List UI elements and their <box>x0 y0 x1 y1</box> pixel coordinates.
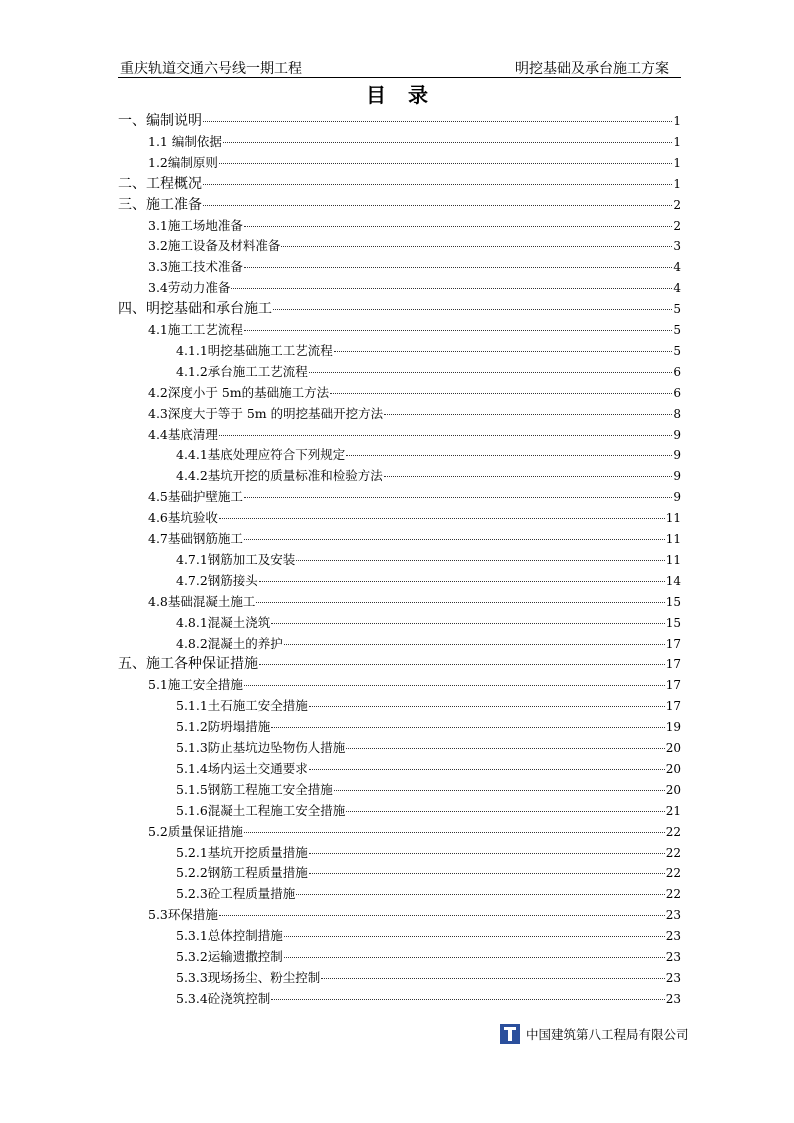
toc-leader-dots <box>334 776 665 791</box>
toc-entry-label: 5.1.1土石施工安全措施 <box>176 698 308 714</box>
toc-leader-dots <box>244 316 672 331</box>
toc-entry-label: 一、编制说明 <box>118 113 202 129</box>
toc-leader-dots <box>334 337 673 352</box>
toc-entry-page-number: 1 <box>673 176 681 191</box>
toc-entry[interactable] <box>148 403 681 422</box>
toc-entry-page-number: 8 <box>673 406 681 421</box>
toc-entry-label: 5.2质量保证措施 <box>148 823 243 839</box>
toc-entry[interactable] <box>148 591 681 610</box>
toc-entry[interactable] <box>176 633 681 652</box>
toc-entry-page-number: 20 <box>665 741 681 755</box>
toc-entry-label: 四、明挖基础和承台施工 <box>118 301 272 318</box>
toc-entry-label: 二、工程概况 <box>118 175 202 192</box>
toc-entry[interactable] <box>148 486 681 505</box>
toc-entry-page-number: 9 <box>673 490 681 505</box>
header-project-name: 重庆轨道交通六号线一期工程 <box>120 61 302 77</box>
toc-entry-page-number: 5 <box>673 323 681 337</box>
toc-entry-page-number: 2 <box>673 197 681 212</box>
toc-leader-dots <box>244 818 665 833</box>
toc-entry-page-number: 1 <box>673 155 681 170</box>
toc-leader-dots <box>231 274 672 289</box>
toc-leader-dots <box>271 713 664 728</box>
toc-entry-page-number: 22 <box>665 824 681 839</box>
toc-entry-label: 3.4劳动力准备 <box>148 280 231 296</box>
toc-entry-label: 4.1.2承台施工工艺流程 <box>176 363 308 379</box>
toc-leader-dots <box>309 692 665 707</box>
toc-leader-dots <box>244 483 672 498</box>
toc-entry-page-number: 11 <box>665 532 681 546</box>
toc-entry-page-number: 23 <box>665 970 681 985</box>
toc-entry-page-number: 11 <box>665 511 681 526</box>
toc-entry-label: 3.2施工设备及材料准备 <box>148 238 281 254</box>
toc-leader-dots <box>259 650 665 665</box>
toc-entry-label: 1.1 编制依据 <box>148 133 222 149</box>
toc-entry[interactable] <box>176 967 681 986</box>
toc-entry[interactable] <box>176 444 681 463</box>
toc-entry-label: 5.1施工安全措施 <box>148 677 243 693</box>
toc-entry-page-number: 5 <box>673 302 681 317</box>
toc-entry-page-number: 17 <box>665 657 681 672</box>
toc-leader-dots <box>271 985 664 1000</box>
toc-entry[interactable] <box>176 737 681 756</box>
toc-entry-page-number: 23 <box>665 929 681 944</box>
toc-entry[interactable] <box>176 883 681 902</box>
toc-entry[interactable] <box>148 235 681 254</box>
toc-leader-dots <box>223 128 673 143</box>
toc-entry[interactable] <box>176 716 681 735</box>
toc-leader-dots <box>384 400 672 415</box>
toc-leader-dots <box>219 421 672 436</box>
toc-entry[interactable] <box>176 570 681 589</box>
toc-entry[interactable] <box>176 340 681 359</box>
toc-entry[interactable] <box>148 821 681 840</box>
toc-leader-dots <box>259 567 665 582</box>
toc-leader-dots <box>203 191 672 206</box>
toc-entry-label: 4.8.2混凝土的养护 <box>176 635 283 651</box>
toc-entry[interactable] <box>148 152 681 171</box>
toc-leader-dots <box>309 358 673 373</box>
toc-entry[interactable] <box>176 862 681 881</box>
toc-entry-label: 4.4基底清理 <box>148 426 218 442</box>
toc-entry-page-number: 1 <box>673 114 681 128</box>
toc-entry-page-number: 4 <box>673 281 681 296</box>
toc-entry-label: 5.2.2钢筋工程质量措施 <box>176 865 308 881</box>
toc-entry-label: 4.8.1混凝土浇筑 <box>176 614 271 630</box>
toc-leader-dots <box>271 609 664 624</box>
toc-entry-page-number: 11 <box>665 552 681 567</box>
toc-entry[interactable] <box>176 758 681 777</box>
toc-entry-label: 4.7.2钢筋接头 <box>176 572 258 588</box>
toc-entry[interactable] <box>148 256 681 275</box>
toc-leader-dots <box>309 859 665 874</box>
toc-entry-page-number: 3 <box>673 239 681 254</box>
page-footer <box>500 1024 689 1044</box>
toc-entry-label: 4.7基础钢筋施工 <box>148 531 243 546</box>
toc-entry[interactable] <box>148 528 681 547</box>
toc-entry-page-number: 9 <box>673 427 681 442</box>
header-document-title: 明挖基础及承台施工方案 <box>515 61 669 77</box>
toc-entry-label: 5.2.1基坑开挖质量措施 <box>176 844 308 860</box>
toc-entry-label: 5.3.2运输遗撒控制 <box>176 949 283 964</box>
toc-entry[interactable] <box>176 988 681 1007</box>
toc-entry-label: 4.6基坑验收 <box>148 510 218 526</box>
toc-leader-dots <box>284 630 665 645</box>
toc-leader-dots <box>346 734 664 749</box>
toc-entry[interactable] <box>148 277 681 296</box>
toc-entry[interactable] <box>176 946 681 965</box>
toc-entry-page-number: 17 <box>665 699 681 714</box>
toc-entry-label: 4.7.1钢筋加工及安装 <box>176 551 296 567</box>
toc-entry-label: 4.8基础混凝土施工 <box>148 593 256 609</box>
toc-leader-dots <box>281 232 672 247</box>
toc-entry-page-number: 20 <box>665 761 681 776</box>
toc-entry-label: 4.4.2基坑开挖的质量标准和检验方法 <box>176 468 383 484</box>
toc-leader-dots <box>203 107 672 122</box>
toc-leader-dots <box>219 149 672 164</box>
toc-entry-page-number: 22 <box>665 845 681 860</box>
footer-company-name: 中国建筑第八工程局有限公司 <box>526 1027 689 1042</box>
toc-leader-dots <box>309 839 665 854</box>
toc-entry-page-number: 23 <box>665 950 681 964</box>
toc-entry-page-number: 4 <box>673 260 681 275</box>
toc-entry[interactable] <box>176 465 681 484</box>
toc-leader-dots <box>346 441 672 456</box>
toc-entry[interactable] <box>148 131 681 150</box>
company-logo-icon <box>500 1024 520 1044</box>
toc-entry[interactable] <box>148 424 681 443</box>
toc-entry-page-number: 22 <box>665 866 681 881</box>
toc-entry-page-number: 6 <box>673 364 681 379</box>
toc-leader-dots <box>296 880 664 895</box>
toc-entry-label: 5.1.3防止基坑边坠物伤人措施 <box>176 740 346 755</box>
toc-entry-page-number: 22 <box>665 887 681 902</box>
toc-entry-page-number: 1 <box>673 134 681 149</box>
toc-leader-dots <box>273 295 672 310</box>
toc-leader-dots <box>346 797 664 812</box>
toc-entry-label: 5.1.4场内运土交通要求 <box>176 760 308 776</box>
toc-entry-label: 5.3环保措施 <box>148 907 218 923</box>
toc-entry[interactable] <box>148 382 681 401</box>
toc-entry-label: 4.3深度大于等于 5m 的明挖基础开挖方法 <box>148 405 384 421</box>
toc-leader-dots <box>244 671 665 686</box>
toc-entry-label: 4.1施工工艺流程 <box>148 322 243 337</box>
toc-entry-label: 5.3.4砼浇筑控制 <box>176 990 271 1006</box>
toc-entry-page-number: 20 <box>665 782 681 797</box>
toc-entry-label: 5.1.2防坍塌措施 <box>176 719 271 735</box>
toc-entry-label: 5.1.6混凝土工程施工安全措施 <box>176 802 346 818</box>
toc-entry-page-number: 2 <box>673 218 681 233</box>
toc-entry[interactable] <box>176 800 681 819</box>
toc-entry-page-number: 14 <box>665 573 681 588</box>
toc-entry-label: 3.3施工技术准备 <box>148 259 243 275</box>
toc-entry[interactable] <box>176 925 681 944</box>
toc-entry-label: 5.3.3现场扬尘、粉尘控制 <box>176 969 321 985</box>
toc-entry[interactable] <box>176 842 681 861</box>
toc-entry-page-number: 23 <box>665 908 681 923</box>
toc-leader-dots <box>219 901 665 916</box>
toc-leader-dots <box>330 379 672 394</box>
toc-entry-page-number: 17 <box>665 678 681 693</box>
toc-leader-dots <box>284 922 665 937</box>
toc-leader-dots <box>309 755 665 770</box>
toc-entry-page-number: 17 <box>665 636 681 651</box>
toc-entry[interactable] <box>148 215 681 234</box>
toc-entry[interactable] <box>176 695 681 714</box>
toc-leader-dots <box>296 546 664 561</box>
toc-entry-label: 4.4.1基底处理应符合下列规定 <box>176 447 346 463</box>
toc-entry-page-number: 23 <box>665 991 681 1006</box>
toc-entry-label: 三、施工准备 <box>118 196 202 213</box>
toc-title: 目录 <box>366 83 450 107</box>
toc-leader-dots <box>244 212 672 227</box>
toc-entry[interactable] <box>176 612 681 631</box>
toc-entry[interactable] <box>176 779 681 798</box>
toc-leader-dots <box>384 462 673 477</box>
toc-entry-label: 4.1.1明挖基础施工工艺流程 <box>176 342 333 358</box>
toc-entry-label: 4.5基础护壁施工 <box>148 489 243 505</box>
toc-leader-dots <box>321 964 664 979</box>
toc-entry-label: 5.2.3砼工程质量措施 <box>176 886 296 902</box>
toc-entry-page-number: 9 <box>673 469 681 484</box>
toc-entry-page-number: 5 <box>673 343 681 358</box>
toc-entry[interactable] <box>176 361 681 380</box>
toc-leader-dots <box>284 943 665 958</box>
toc-entry[interactable] <box>148 904 681 923</box>
toc-entry-page-number: 19 <box>665 720 681 735</box>
toc-entry-page-number: 9 <box>673 448 681 463</box>
toc-entry-label: 1.2编制原则 <box>148 154 218 170</box>
toc-entry-page-number: 21 <box>665 803 681 818</box>
toc-leader-dots <box>244 253 672 268</box>
toc-entry-page-number: 15 <box>665 615 681 630</box>
toc-leader-dots <box>219 504 665 519</box>
toc-leader-dots <box>203 170 672 185</box>
toc-entry[interactable] <box>148 674 681 693</box>
toc-entry-page-number: 6 <box>673 385 681 400</box>
toc-leader-dots <box>244 525 665 540</box>
toc-entry-label: 5.1.5钢筋工程施工安全措施 <box>176 781 333 797</box>
toc-leader-dots <box>256 588 664 603</box>
toc-entry[interactable] <box>148 319 681 338</box>
toc-entry[interactable] <box>176 549 681 568</box>
toc-entry-label: 3.1施工场地准备 <box>148 217 243 233</box>
toc-entry[interactable] <box>148 507 681 526</box>
toc-entry-label: 五、施工各种保证措施 <box>118 656 258 673</box>
toc-entry-label: 5.3.1总体控制措施 <box>176 928 283 944</box>
page-header <box>118 55 681 78</box>
toc-entry-page-number: 15 <box>665 594 681 609</box>
toc-entry-label: 4.2深度小于 5m的基础施工方法 <box>148 384 330 400</box>
